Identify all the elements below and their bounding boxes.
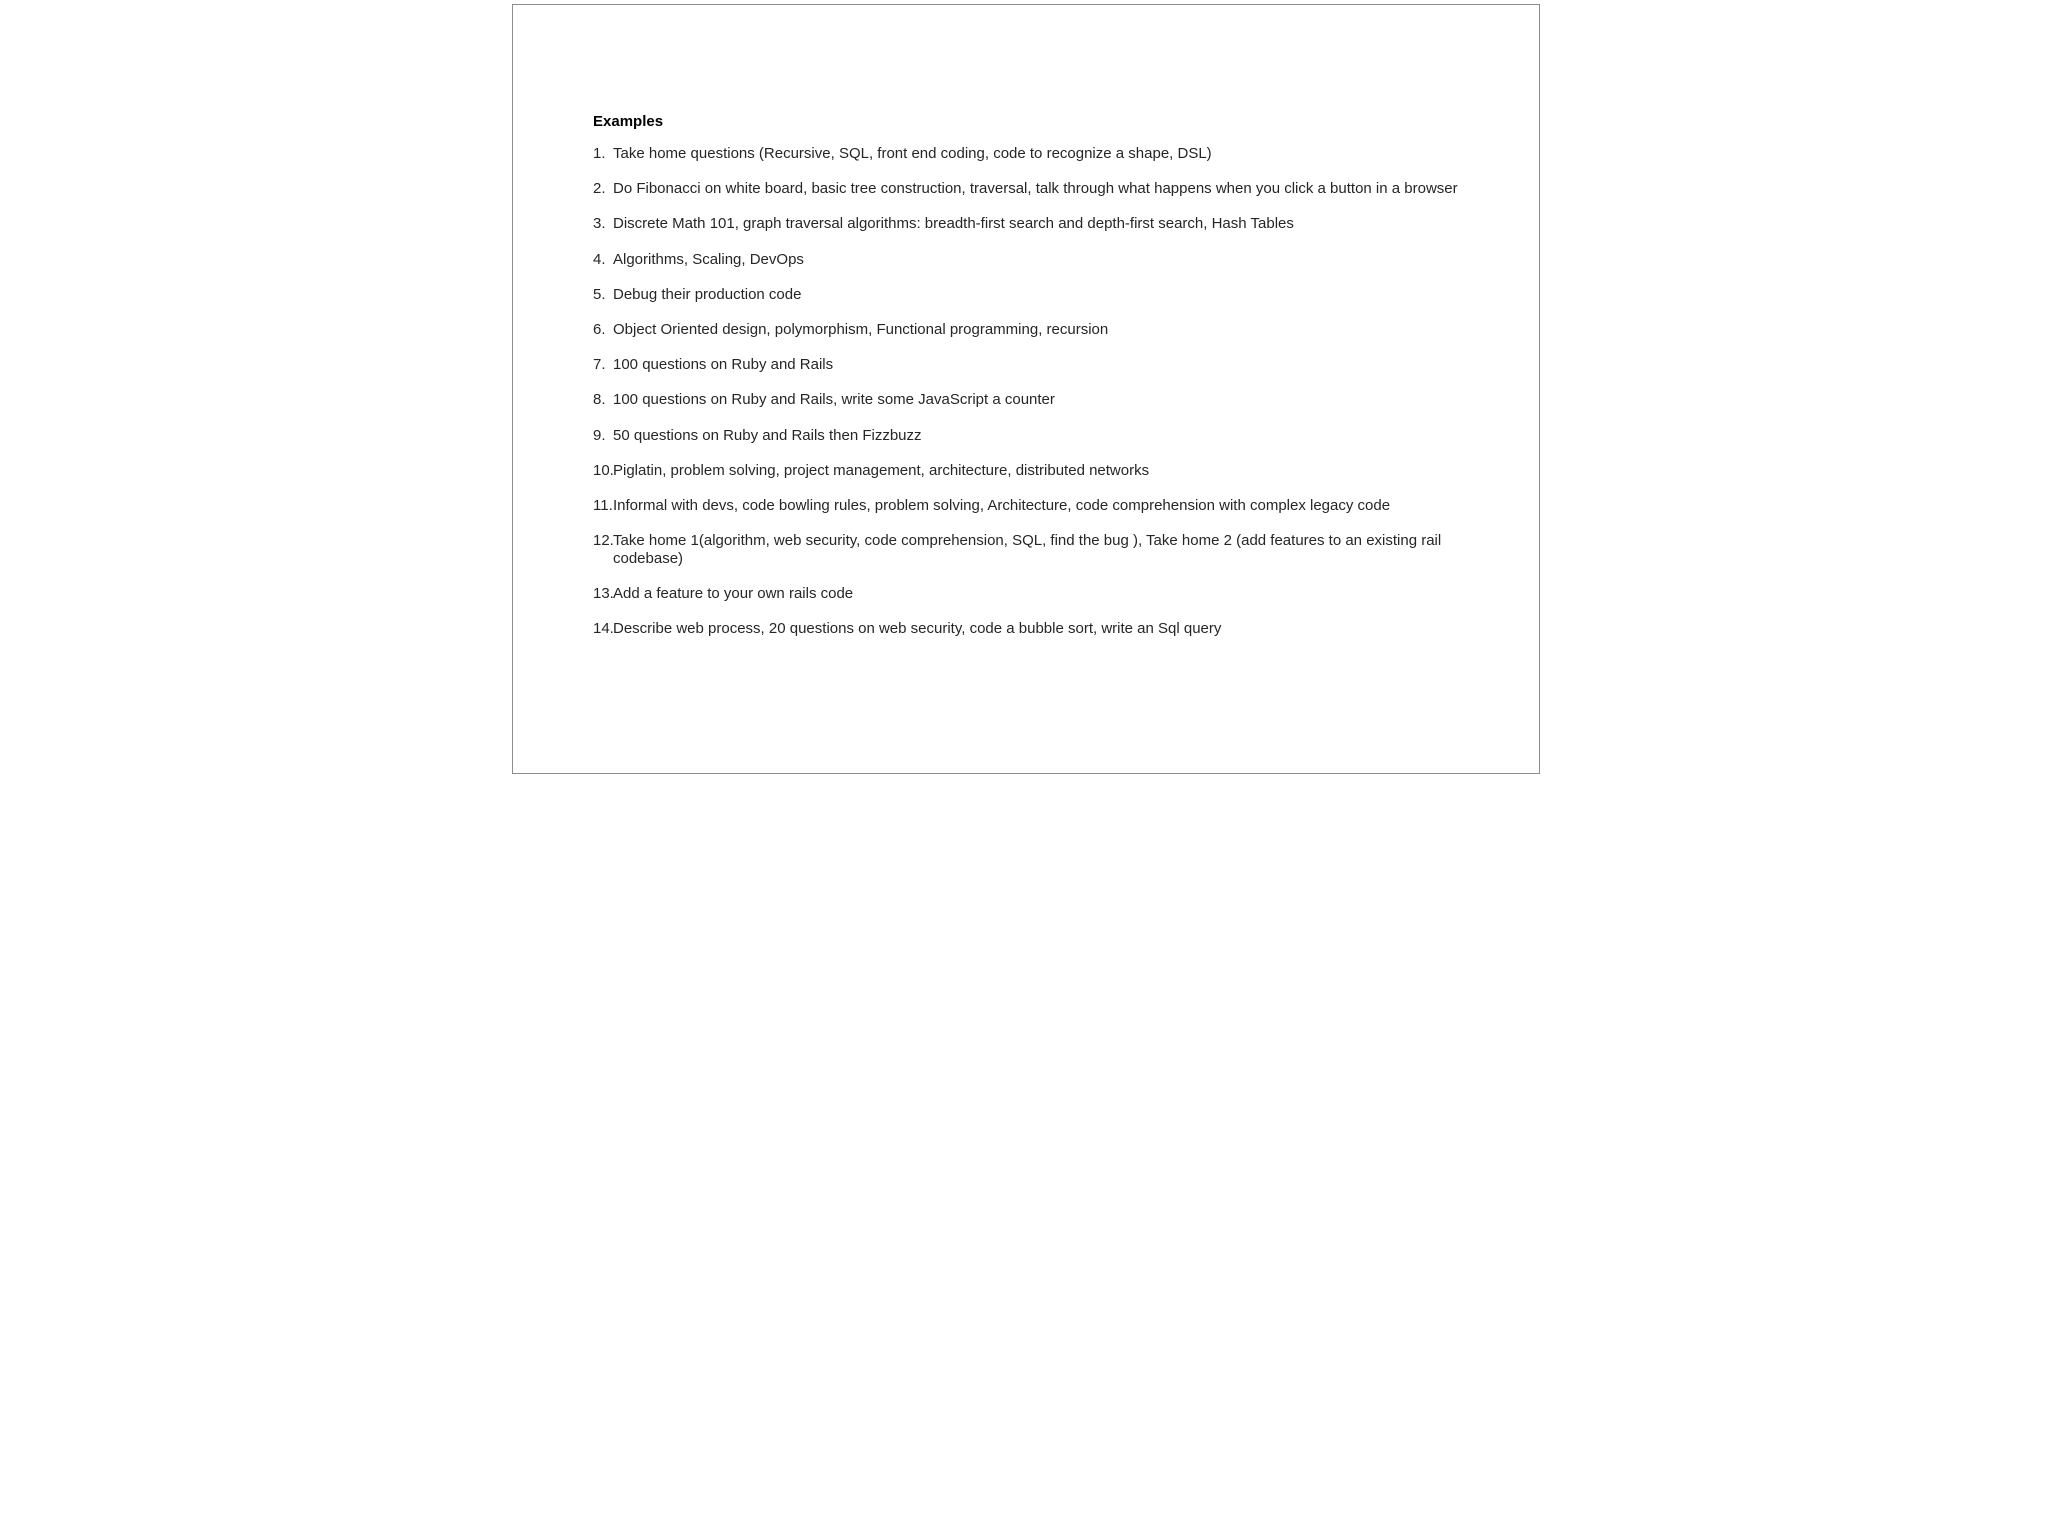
list-item-text: Debug their production code [613,285,802,303]
list-item-text: Do Fibonacci on white board, basic tree construction, traversal, talk through what happens when you click a button in a browser [613,180,1458,198]
list-item [593,427,1473,445]
list-item-text: Discrete Math 101, graph traversal algorithms: breadth-first search and depth-first search, Hash Tables [613,215,1294,233]
list-item [593,620,1473,638]
list-item-number: 5. [593,285,606,303]
list-item [593,321,1473,339]
list-item-text: Add a feature to your own rails code [613,585,854,603]
list-item [593,180,1473,198]
list-item [593,462,1473,480]
list-item-number: 11. [593,496,613,514]
list-item-text: Piglatin, problem solving, project management, architecture, distributed networks [613,461,1150,479]
list-item-text: Algorithms, Scaling, DevOps [613,250,804,268]
list-item-number: 8. [593,391,606,409]
list-item-text: 100 questions on Ruby and Rails, write some JavaScript a counter [613,391,1055,409]
list-item [593,251,1473,269]
list-item-text: Describe web process, 20 questions on web security, code a bubble sort, write an Sql query [613,620,1222,638]
list-item-number: 2. [593,180,606,198]
list-item-text: Object Oriented design, polymorphism, Functional programming, recursion [613,320,1109,338]
list-item-number: 6. [593,320,606,338]
list-item [593,356,1473,374]
list-item-text: 50 questions on Ruby and Rails then Fizzbuzz [613,426,922,444]
list-item-number: 3. [593,215,606,233]
list-item-text: Take home 1(algorithm, web security, code comprehension, SQL, find the bug ), Take home 2 (add features to an existing rail codebase) [613,532,1442,568]
list-item-number: 12. [593,532,614,550]
list-item [593,585,1473,603]
list-item-number: 1. [593,145,606,162]
list-item-text: 100 questions on Ruby and Rails [613,356,834,374]
list-item [593,286,1473,304]
list-item-number: 14. [593,620,614,638]
list-item [593,215,1473,233]
list-item-text: Take home questions (Recursive, SQL, front end coding, code to recognize a shape, DSL) [613,145,1212,162]
list-item [593,497,1473,515]
list-item [593,145,1473,163]
list-item-number: 9. [593,426,606,444]
list-item-number: 7. [593,356,606,374]
list-item-text: Informal with devs, code bowling rules, problem solving, Architecture, code comprehension with complex legacy code [613,496,1391,514]
examples-list [593,145,1473,638]
list-item [593,532,1473,568]
list-item [593,391,1473,409]
slide [512,4,1540,774]
slide-heading: Examples [593,113,664,130]
list-item-number: 13. [593,585,614,603]
list-item-number: 4. [593,250,606,268]
list-item-number: 10. [593,461,614,479]
slide-content [593,113,1473,656]
